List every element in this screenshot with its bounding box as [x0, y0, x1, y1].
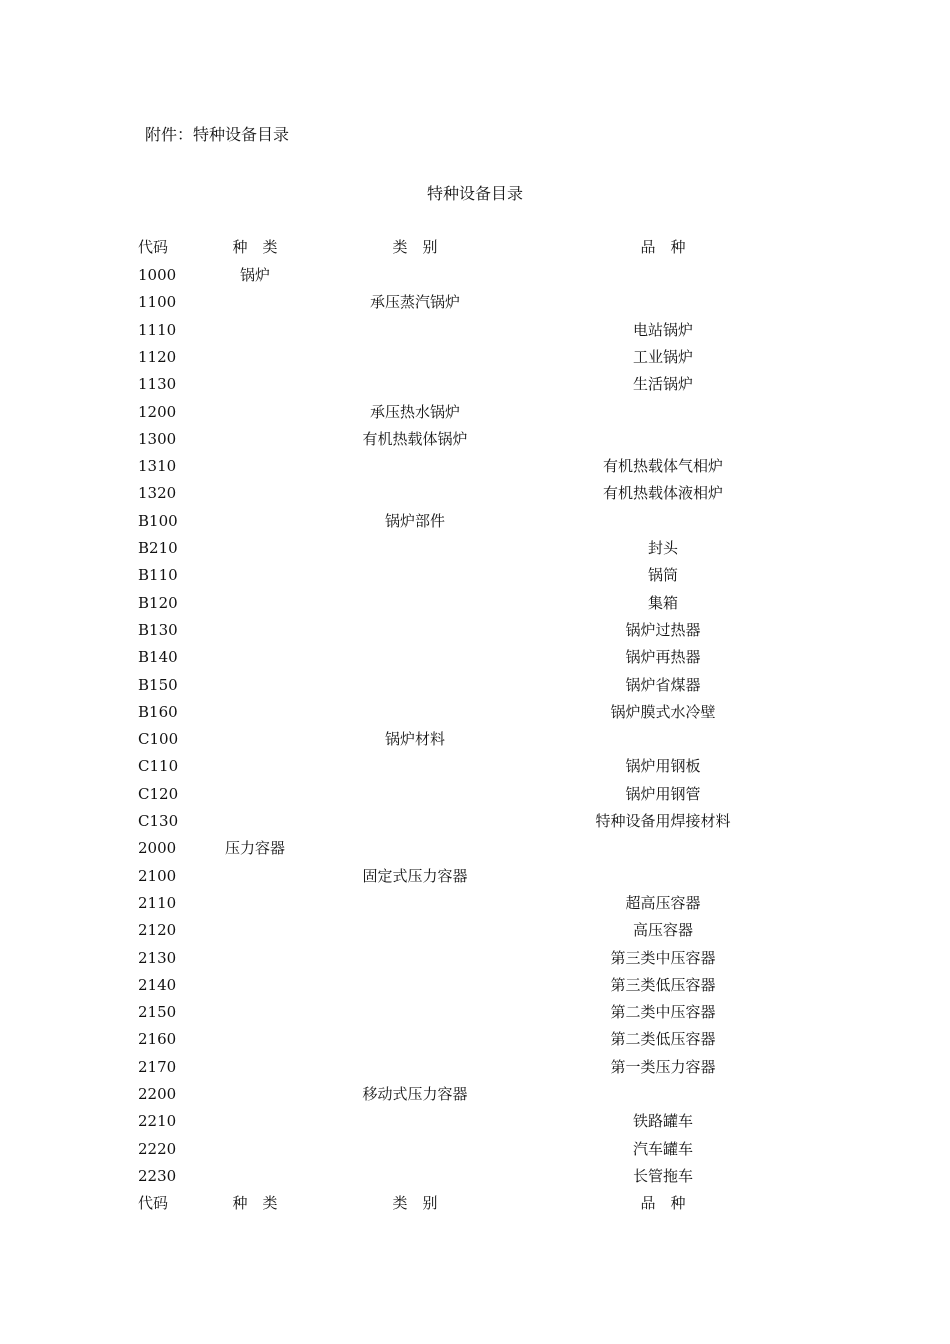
row-variety: 第二类中压容器: [610, 1003, 716, 1022]
row-variety: 生活锅炉: [632, 375, 693, 394]
row-variety: 锅炉再热器: [625, 648, 701, 667]
table-row: [0, 1108, 950, 1135]
row-variety: 集箱: [647, 593, 678, 612]
table-row: [0, 972, 950, 999]
row-code: B150: [138, 675, 178, 694]
table-row: [0, 835, 950, 862]
table-header: [0, 234, 950, 261]
row-code: 2130: [138, 948, 177, 967]
row-variety: 锅筒: [647, 566, 678, 585]
table-row: [0, 917, 950, 944]
row-variety: 特种设备用焊接材料: [595, 812, 731, 830]
row-code: 1130: [138, 375, 177, 394]
table-row: [0, 317, 950, 344]
table-row: [0, 1136, 950, 1163]
row-class: 固定式压力容器: [362, 866, 468, 885]
table-row: [0, 1163, 950, 1190]
table-row: [0, 289, 950, 316]
row-category: 压力容器: [224, 839, 285, 858]
row-category: 锅炉: [239, 266, 270, 284]
row-code: 2170: [138, 1057, 177, 1076]
row-code: C100: [138, 730, 179, 749]
row-class: 锅炉材料: [384, 730, 445, 749]
row-variety: 超高压容器: [625, 893, 701, 912]
row-code: 2210: [138, 1112, 177, 1131]
row-code: 1120: [138, 347, 177, 366]
row-class: 承压蒸汽锅炉: [369, 293, 460, 312]
table-row: [0, 699, 950, 726]
table-row: [0, 726, 950, 753]
header-code: 代码: [138, 238, 169, 256]
row-code: B110: [138, 566, 178, 585]
row-variety: 电站锅炉: [632, 320, 693, 339]
table-row: [0, 1026, 950, 1053]
header-category: 种 类: [232, 1194, 278, 1213]
row-code: 2160: [138, 1030, 177, 1049]
row-variety: 有机热载体液相炉: [602, 484, 723, 503]
table-row: [0, 453, 950, 480]
row-code: 2120: [138, 921, 177, 940]
row-code: C120: [138, 784, 179, 803]
row-code: 2150: [138, 1003, 177, 1022]
row-code: B160: [138, 702, 178, 721]
row-class: 移动式压力容器: [362, 1085, 468, 1103]
table-row: [0, 262, 950, 289]
row-variety: 锅炉过热器: [625, 620, 701, 639]
row-variety: 有机热载体气相炉: [602, 457, 723, 476]
row-code: 1100: [138, 293, 177, 312]
row-variety: 汽车罐车: [632, 1139, 693, 1158]
table-row: [0, 562, 950, 589]
table-row: [0, 1081, 950, 1108]
header-variety: 品 种: [640, 1194, 686, 1213]
row-code: B140: [138, 648, 178, 667]
row-code: 2140: [138, 975, 177, 994]
row-class: 有机热载体锅炉: [362, 429, 468, 448]
row-variety: 铁路罐车: [632, 1112, 693, 1131]
table-row: [0, 344, 950, 371]
row-variety: 第一类压力容器: [610, 1057, 716, 1076]
row-variety: 第二类低压容器: [610, 1030, 716, 1049]
row-variety: 锅炉省煤器: [625, 675, 701, 694]
table-row: [0, 590, 950, 617]
header-code: 代码: [138, 1194, 169, 1213]
row-code: 2200: [138, 1085, 177, 1103]
table-row: [0, 371, 950, 398]
row-code: B130: [138, 620, 178, 639]
table-row: [0, 890, 950, 917]
row-code: 2230: [138, 1166, 177, 1185]
attachment-label: 附件：特种设备目录: [145, 125, 290, 144]
header-class: 类 别: [392, 238, 438, 256]
table-row: [0, 863, 950, 890]
header-class: 类 别: [392, 1194, 438, 1213]
row-code: 1110: [138, 320, 177, 339]
table-header-repeat: [0, 1190, 950, 1217]
table-row: [0, 399, 950, 426]
row-code: B210: [138, 539, 178, 557]
table-row: [0, 672, 950, 699]
table-row: [0, 480, 950, 507]
row-code: 1200: [138, 402, 177, 421]
row-class: 锅炉部件: [384, 511, 445, 530]
row-variety: 长管拖车: [632, 1166, 693, 1185]
table-row: [0, 535, 950, 562]
table-row: [0, 753, 950, 780]
row-code: B100: [138, 511, 178, 530]
table-row: [0, 945, 950, 972]
row-class: 承压热水锅炉: [369, 402, 460, 421]
row-code: 2110: [138, 893, 177, 912]
table-row: [0, 1054, 950, 1081]
row-code: 1310: [138, 457, 177, 476]
table-row: [0, 808, 950, 835]
row-variety: 锅炉膜式水冷壁: [610, 702, 716, 721]
row-variety: 工业锅炉: [632, 347, 693, 366]
document-title: 特种设备目录: [426, 184, 523, 203]
row-variety: 锅炉用钢板: [625, 757, 701, 776]
row-code: 2000: [138, 839, 177, 858]
row-variety: 第三类低压容器: [610, 975, 716, 994]
row-code: 2220: [138, 1139, 177, 1158]
table-row: [0, 426, 950, 453]
table-row: [0, 617, 950, 644]
row-code: B120: [138, 593, 178, 612]
table-row: [0, 508, 950, 535]
header-category: 种 类: [232, 238, 278, 256]
table-row: [0, 781, 950, 808]
table-row: [0, 644, 950, 671]
table-row: [0, 999, 950, 1026]
row-code: 1320: [138, 484, 177, 503]
row-variety: 第三类中压容器: [610, 948, 716, 967]
row-variety: 锅炉用钢管: [625, 784, 701, 803]
row-code: C110: [138, 757, 179, 776]
row-code: 2100: [138, 866, 177, 885]
row-variety: 高压容器: [632, 921, 693, 940]
row-code: C130: [138, 812, 179, 830]
row-code: 1000: [138, 266, 177, 284]
header-variety: 品 种: [640, 238, 686, 256]
row-code: 1300: [138, 429, 177, 448]
row-variety: 封头: [647, 539, 678, 557]
